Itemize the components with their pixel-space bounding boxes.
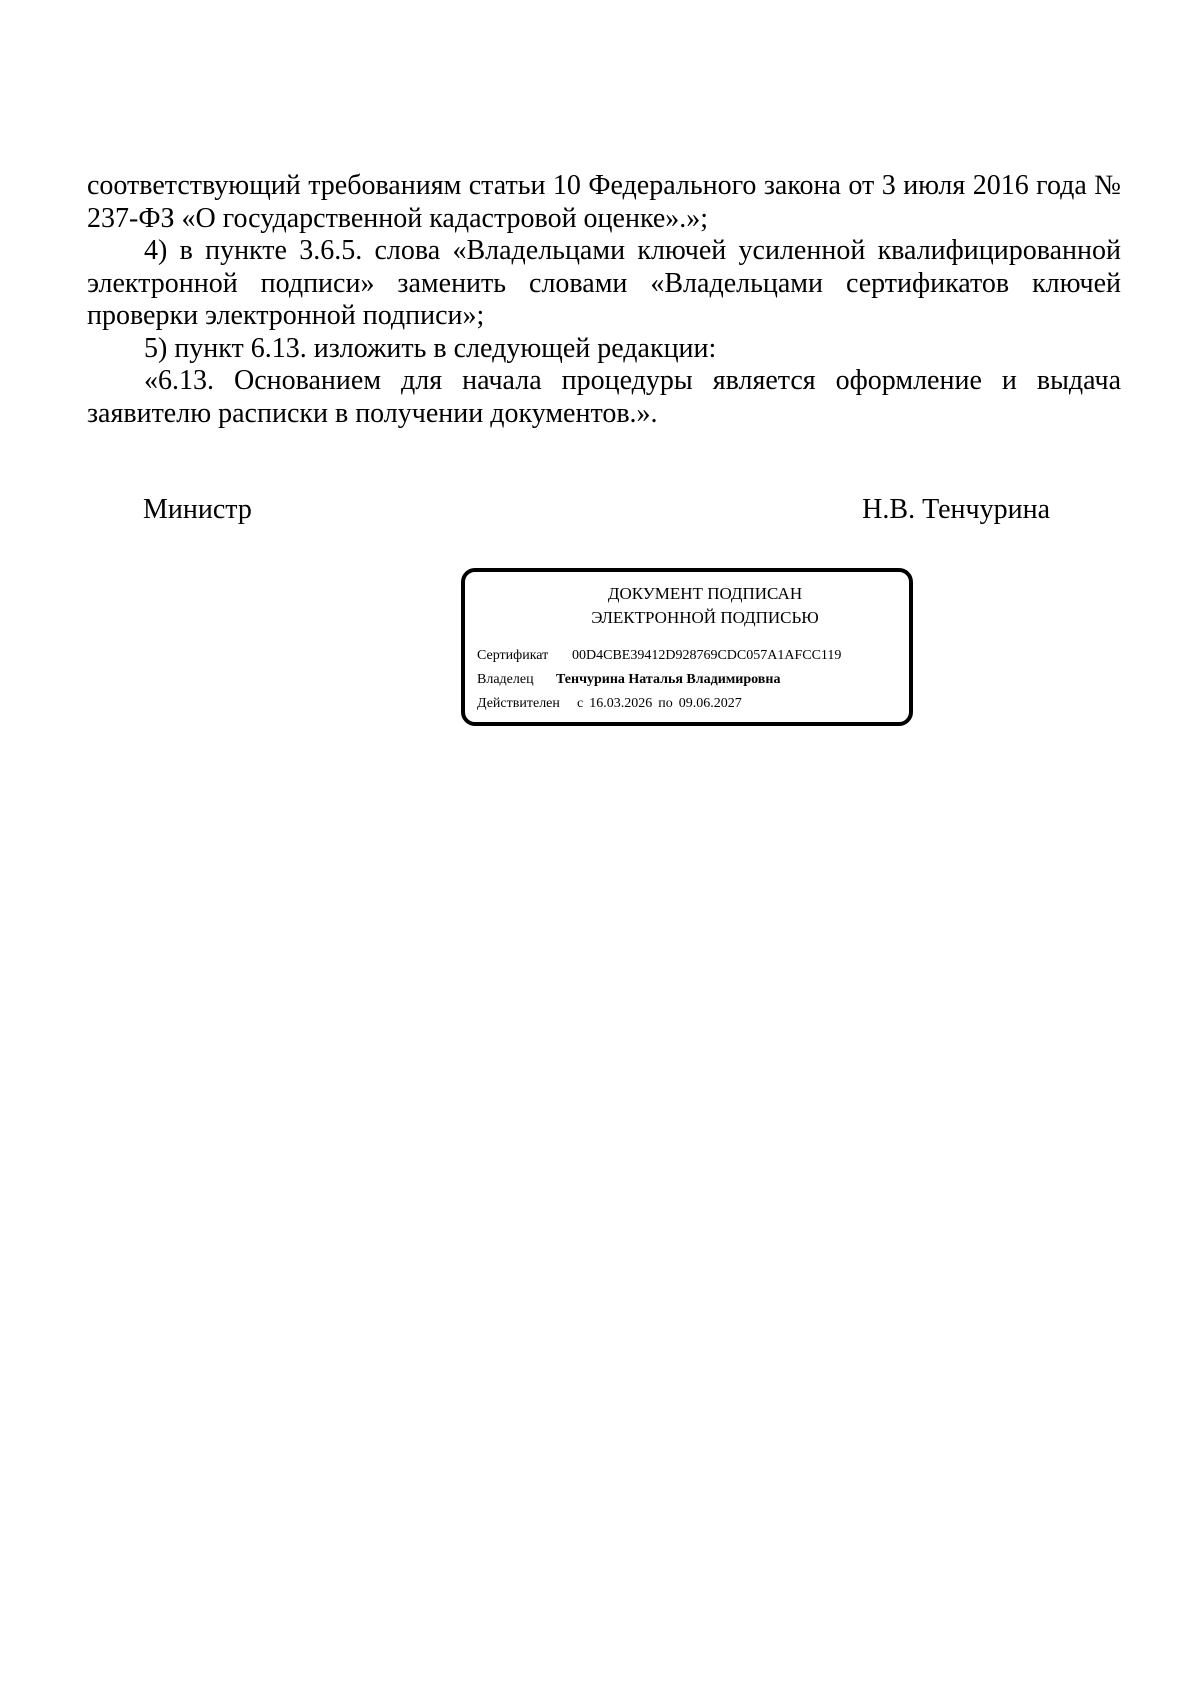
paragraph-continuation: соответствующий требованиям статьи 10 Федерального закона от 3 июля 2016 года № 237-ФЗ «О государственной кадастровой оценке».»; bbox=[87, 170, 1121, 234]
stamp-certificate-row bbox=[477, 647, 841, 665]
valid-from-prefix: с bbox=[577, 696, 584, 711]
owner-label: Владелец bbox=[477, 672, 534, 687]
stamp-owner-row bbox=[477, 671, 780, 689]
valid-to-prefix: по bbox=[658, 696, 673, 711]
stamp-validity-row bbox=[477, 695, 742, 713]
certificate-label: Сертификат bbox=[477, 648, 549, 663]
signatory-name: Н.В. Тенчурина bbox=[862, 494, 1050, 525]
valid-to-date: 09.06.2027 bbox=[678, 696, 742, 711]
signatory-title: Министр bbox=[143, 494, 252, 525]
document-body bbox=[87, 170, 1121, 430]
stamp-heading-line-2: ЭЛЕКТРОННОЙ ПОДПИСЬЮ bbox=[591, 608, 819, 627]
stamp-heading bbox=[465, 582, 909, 630]
paragraph-quote-6-13: «6.13. Основанием для начала процедуры является оформление и выдача заявителю расписки в получении документов.». bbox=[87, 365, 1121, 429]
paragraph-item-4: 4) в пункте 3.6.5. слова «Владельцами ключей усиленной квалифицированной электронной подписи» заменить словами «Владельцами сертификатов ключей проверки электронной подписи»; bbox=[87, 235, 1121, 331]
stamp-heading-line-1: ДОКУМЕНТ ПОДПИСАН bbox=[607, 584, 803, 603]
valid-from-date: 16.03.2026 bbox=[589, 696, 653, 711]
certificate-value: 00D4CBE39412D928769CDC057A1AFCC119 bbox=[572, 648, 842, 663]
paragraph-item-5: 5) пункт 6.13. изложить в следующей редакции: bbox=[144, 332, 717, 364]
owner-value: Тенчурина Наталья Владимировна bbox=[556, 672, 781, 687]
electronic-signature-stamp bbox=[461, 568, 913, 726]
validity-label: Действителен bbox=[477, 696, 560, 711]
